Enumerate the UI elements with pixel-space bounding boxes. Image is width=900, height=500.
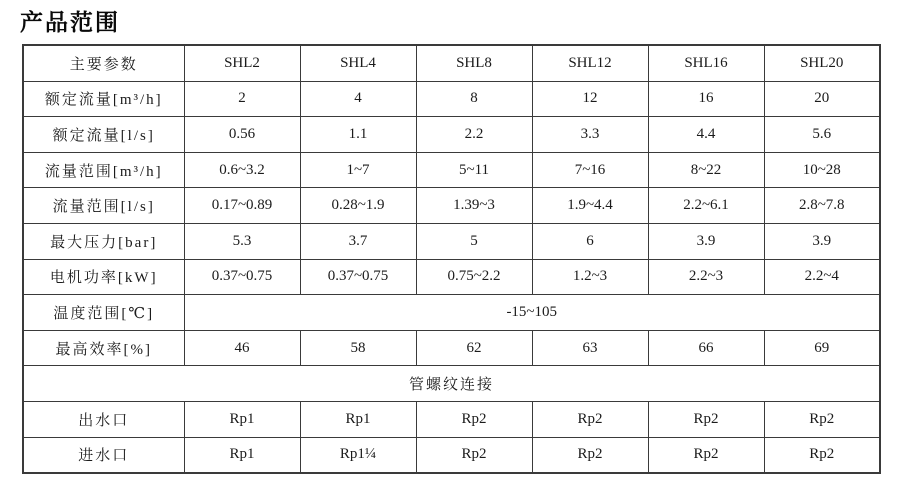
cell-value: 4.4 <box>648 117 764 153</box>
row-label: 额定流量[m³/h] <box>23 81 184 117</box>
cell-value: 0.6~3.2 <box>184 152 300 188</box>
product-spec-table <box>22 44 881 474</box>
cell-value: 46 <box>184 330 300 366</box>
cell-value: 3.9 <box>764 223 880 259</box>
cell-value: 0.37~0.75 <box>300 259 416 295</box>
row-label: 额定流量[l/s] <box>23 117 184 153</box>
row-temperature-range <box>23 295 880 331</box>
table-header-row <box>23 45 880 81</box>
header-model-shl4: SHL4 <box>300 45 416 81</box>
cell-value: Rp1¼ <box>300 437 416 473</box>
page-title: 产品范围 <box>20 9 120 35</box>
row-label: 进水口 <box>23 437 184 473</box>
cell-value: 3.3 <box>532 117 648 153</box>
cell-value: 2.2~4 <box>764 259 880 295</box>
cell-value: 2.2~6.1 <box>648 188 764 224</box>
row-label: 流量范围[l/s] <box>23 188 184 224</box>
cell-value: 63 <box>532 330 648 366</box>
row-label: 电机功率[kW] <box>23 259 184 295</box>
cell-value: Rp2 <box>764 401 880 437</box>
cell-value: 10~28 <box>764 152 880 188</box>
header-model-shl20: SHL20 <box>764 45 880 81</box>
cell-value: Rp2 <box>764 437 880 473</box>
cell-value: 2 <box>184 81 300 117</box>
cell-value: Rp2 <box>416 437 532 473</box>
cell-value: 2.2~3 <box>648 259 764 295</box>
header-model-shl16: SHL16 <box>648 45 764 81</box>
row-label: 最高效率[%] <box>23 330 184 366</box>
cell-value: 66 <box>648 330 764 366</box>
cell-value: Rp2 <box>532 437 648 473</box>
cell-value: 16 <box>648 81 764 117</box>
row-inlet-port <box>23 437 880 473</box>
header-model-shl12: SHL12 <box>532 45 648 81</box>
cell-value: 4 <box>300 81 416 117</box>
cell-value: Rp1 <box>184 401 300 437</box>
cell-value: 6 <box>532 223 648 259</box>
cell-value: 5 <box>416 223 532 259</box>
cell-value: Rp2 <box>648 437 764 473</box>
cell-value: 1.2~3 <box>532 259 648 295</box>
cell-value: 2.2 <box>416 117 532 153</box>
cell-value: Rp2 <box>532 401 648 437</box>
cell-value: 3.7 <box>300 223 416 259</box>
cell-value: Rp2 <box>648 401 764 437</box>
row-max-efficiency <box>23 330 880 366</box>
cell-value: 1~7 <box>300 152 416 188</box>
row-flow-range-ls <box>23 188 880 224</box>
cell-value: Rp1 <box>300 401 416 437</box>
cell-value: 7~16 <box>532 152 648 188</box>
cell-value: 0.75~2.2 <box>416 259 532 295</box>
section-pipe-thread-connection: 管螺纹连接 <box>23 366 880 402</box>
row-label: 出水口 <box>23 401 184 437</box>
cell-value: Rp2 <box>416 401 532 437</box>
row-label: 流量范围[m³/h] <box>23 152 184 188</box>
cell-value: Rp1 <box>184 437 300 473</box>
header-model-shl8: SHL8 <box>416 45 532 81</box>
row-outlet-port <box>23 401 880 437</box>
cell-value: 0.28~1.9 <box>300 188 416 224</box>
header-param-label: 主要参数 <box>23 45 184 81</box>
cell-value: 0.17~0.89 <box>184 188 300 224</box>
row-flow-range-m3h <box>23 152 880 188</box>
cell-value: 8~22 <box>648 152 764 188</box>
cell-value: 5.3 <box>184 223 300 259</box>
cell-value: 62 <box>416 330 532 366</box>
cell-value: 69 <box>764 330 880 366</box>
cell-value: 20 <box>764 81 880 117</box>
row-motor-power <box>23 259 880 295</box>
cell-merged-value: -15~105 <box>184 295 880 331</box>
cell-value: 58 <box>300 330 416 366</box>
row-label: 最大压力[bar] <box>23 223 184 259</box>
cell-value: 2.8~7.8 <box>764 188 880 224</box>
row-label: 温度范围[℃] <box>23 295 184 331</box>
cell-value: 12 <box>532 81 648 117</box>
header-model-shl2: SHL2 <box>184 45 300 81</box>
cell-value: 0.56 <box>184 117 300 153</box>
cell-value: 1.9~4.4 <box>532 188 648 224</box>
cell-value: 1.39~3 <box>416 188 532 224</box>
cell-value: 8 <box>416 81 532 117</box>
cell-value: 1.1 <box>300 117 416 153</box>
cell-value: 5~11 <box>416 152 532 188</box>
cell-value: 5.6 <box>764 117 880 153</box>
cell-value: 0.37~0.75 <box>184 259 300 295</box>
row-rated-flow-ls <box>23 117 880 153</box>
row-section-pipe-thread <box>23 366 880 402</box>
row-max-pressure <box>23 223 880 259</box>
row-rated-flow-m3h <box>23 81 880 117</box>
cell-value: 3.9 <box>648 223 764 259</box>
